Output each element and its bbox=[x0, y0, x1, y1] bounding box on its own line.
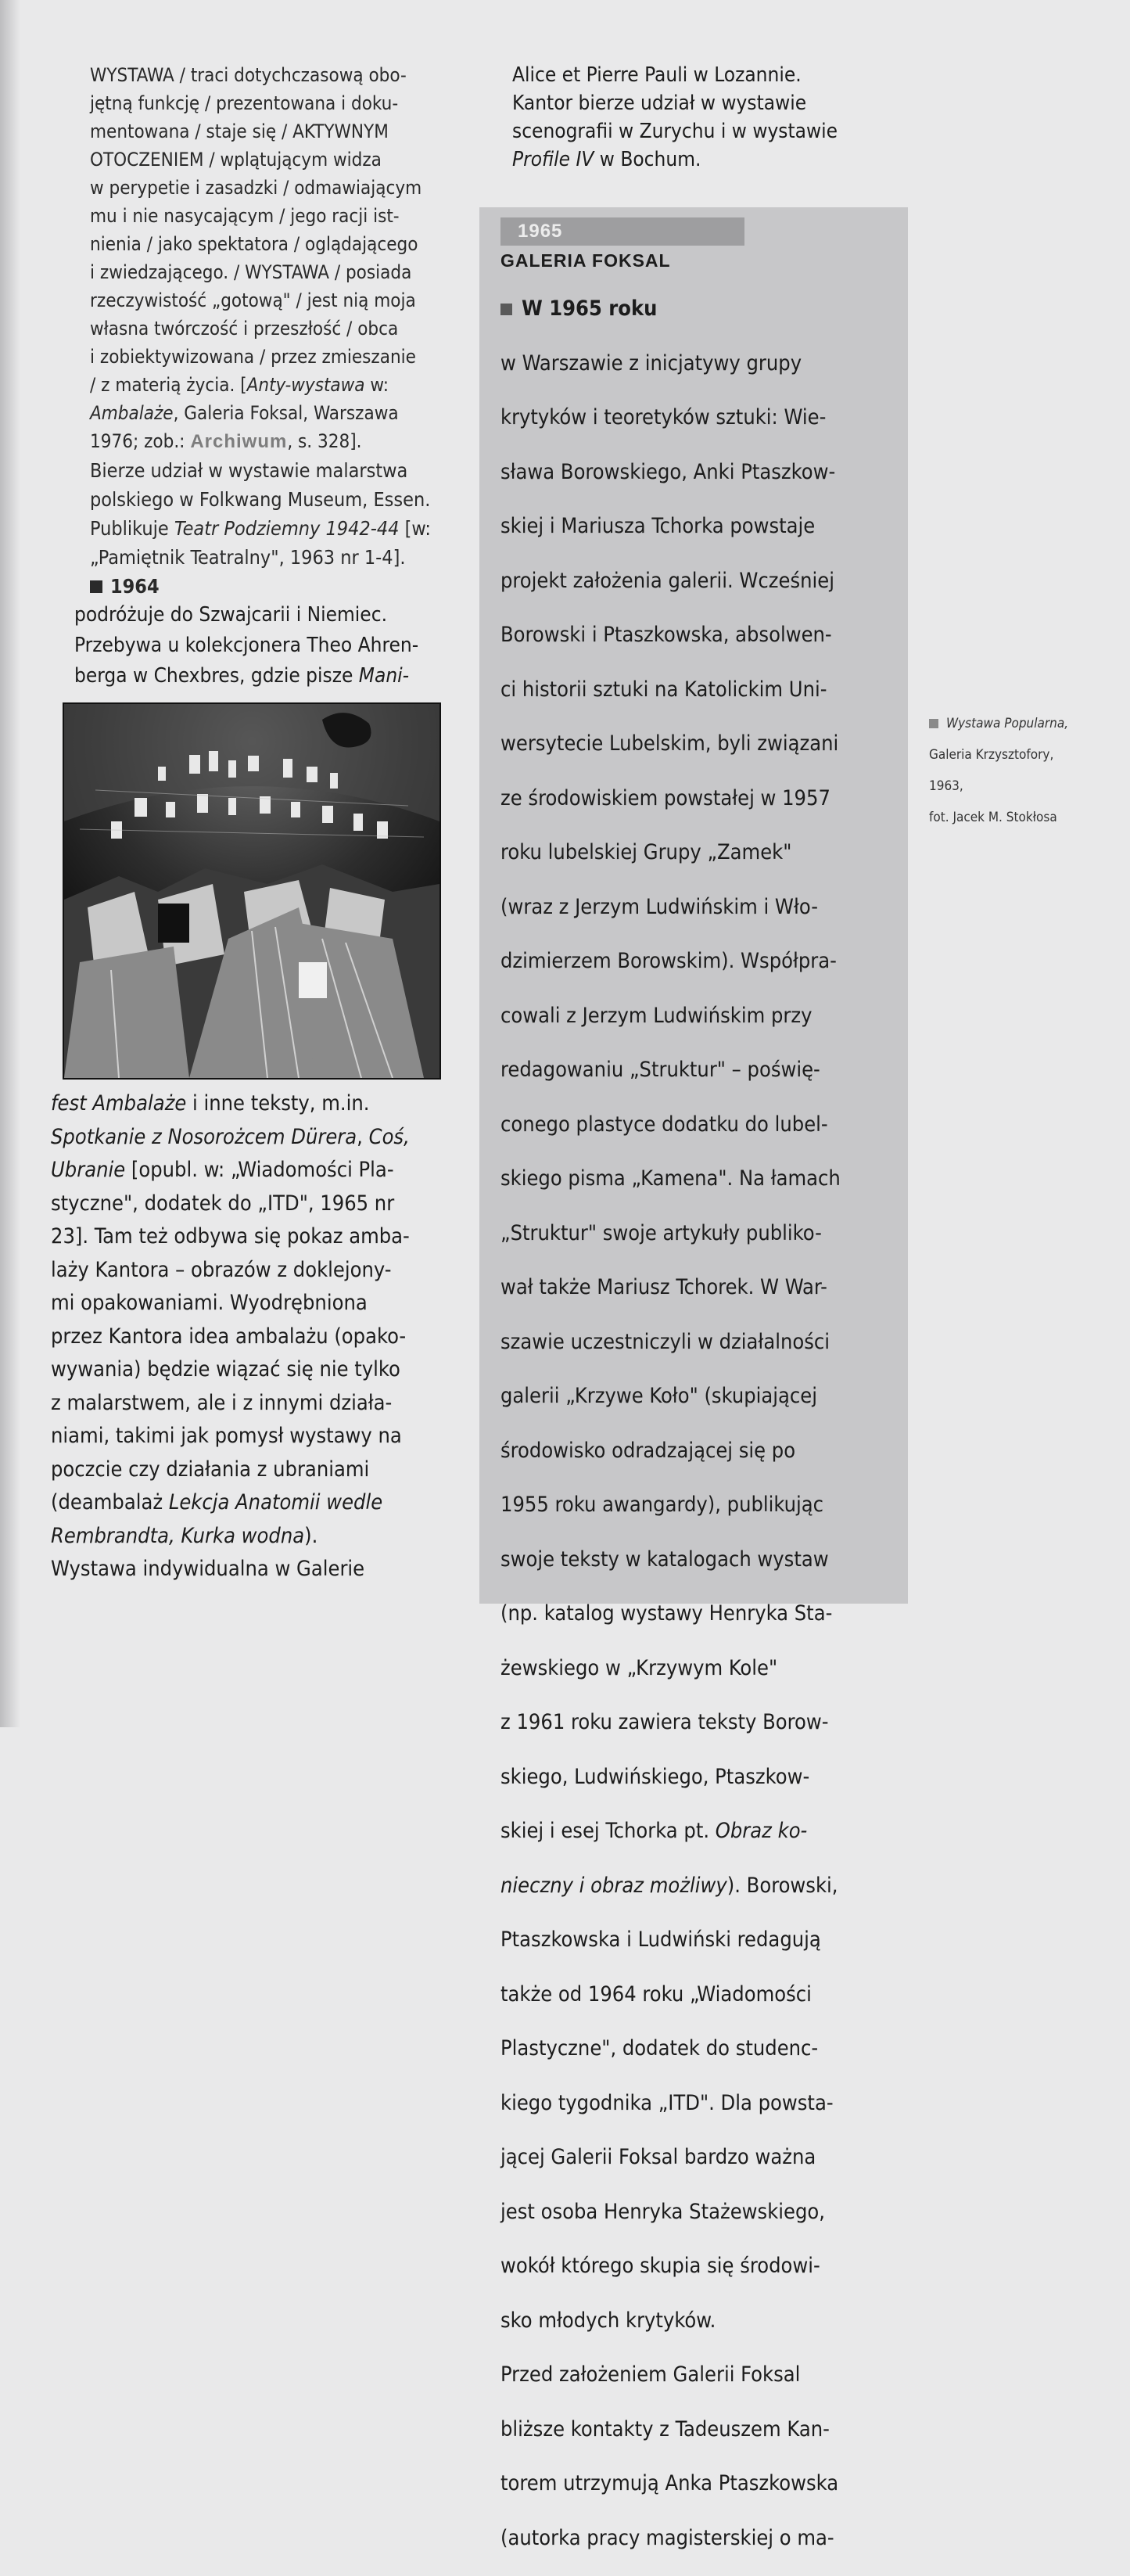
text-line: galerii „Krzywe Koło" (skupiającej bbox=[500, 1384, 817, 1408]
text-line: (deambalaż Lekcja Anatomii wedle bbox=[51, 1490, 383, 1514]
text-line: Ambalaże, Galeria Foksal, Warszawa bbox=[90, 402, 399, 424]
text-line: 1976; zob.: Archiwum, s. 328]. bbox=[90, 430, 362, 452]
sidebar-heading: GALERIA FOKSAL bbox=[500, 250, 671, 271]
text-line: mentowana / staje się / AKTYWNYM bbox=[90, 120, 389, 142]
text-line: środowisko odradzającej się po bbox=[500, 1438, 796, 1463]
text-line: podróżuje do Szwajcarii i Niemiec. bbox=[74, 603, 387, 627]
text-line: Plastyczne", dodatek do studenc- bbox=[500, 2036, 819, 2060]
text-line: rzeczywistość „gotową" / jest nią moja bbox=[90, 289, 416, 311]
text-line: ci historii sztuki na Katolickim Uni- bbox=[500, 677, 827, 702]
text-line: jętną funkcję / prezentowana i doku- bbox=[90, 92, 399, 114]
text-line: kiego tygodnika „ITD". Dla powsta- bbox=[500, 2090, 834, 2115]
text-line: także od 1964 roku „Wiadomości bbox=[500, 1981, 812, 2007]
text-line: conego plastyce dodatku do lubel- bbox=[500, 1112, 828, 1137]
caption-line: Galeria Krzysztofory, bbox=[929, 747, 1054, 763]
text-line: w Warszawie z inicjatywy grupy bbox=[500, 350, 802, 375]
text-line: z malarstwem, ale i z innymi działa- bbox=[51, 1390, 393, 1415]
caption-line: fot. Jacek M. Stokłosa bbox=[929, 810, 1057, 825]
sidebar-lines-continued bbox=[500, 1924, 891, 2555]
text-line: fest Ambalaże i inne teksty, m.in. bbox=[51, 1091, 370, 1116]
text-line: laży Kantora – obrazów z doklejony- bbox=[51, 1257, 392, 1282]
text-line: skiej i esej Tchorka pt. Obraz ko- bbox=[500, 1819, 808, 1843]
page-edge-shadow bbox=[0, 0, 20, 1727]
text-line: torem utrzymują Anka Ptaszkowska bbox=[500, 2471, 839, 2495]
galeria-foksal-sidebar-content bbox=[500, 217, 891, 2576]
text-line: własna twórczość i przeszłość / obca bbox=[90, 318, 399, 340]
text-line: krytyków i teoretyków sztuki: Wie- bbox=[500, 405, 827, 429]
text-line: skiej i Mariusza Tchorka powstaje bbox=[500, 514, 816, 538]
text-line: (autorka pracy magisterskiej o ma- bbox=[500, 2525, 834, 2550]
photo-caption bbox=[929, 708, 1109, 833]
archiwum-reference: Archiwum bbox=[190, 431, 288, 452]
text-line: Profile IV w Bochum. bbox=[512, 148, 701, 171]
text-line: 23]. Tam też odbywa się pokaz amba- bbox=[51, 1224, 410, 1248]
text-line: Kantor bierze udział w wystawie bbox=[512, 92, 807, 115]
text-line: dzimierzem Borowskim). Współpra- bbox=[500, 949, 837, 973]
text-line: Rembrandta, Kurka wodna). bbox=[51, 1523, 318, 1548]
text-line: nienia / jako spektatora / oglądającego bbox=[90, 233, 418, 255]
year-heading-1964: 1964 bbox=[90, 572, 457, 601]
text-line: poczcie czy działania z ubraniami bbox=[51, 1457, 370, 1482]
exhibition-photo-graphic bbox=[64, 704, 439, 1078]
text-line: przez Kantora idea ambalażu (opako- bbox=[51, 1324, 407, 1349]
text-line: OTOCZENIEM / wplątującym widza bbox=[90, 149, 382, 171]
text-line: i zwiedzającego. / WYSTAWA / posiada bbox=[90, 261, 412, 283]
text-line: wersytecie Lubelskim, byli związani bbox=[500, 731, 839, 756]
text-line: „Struktur" swoje artykuły publiko- bbox=[500, 1220, 822, 1245]
text-line: wokół którego skupia się środowi- bbox=[500, 2254, 820, 2278]
text-line: i zobiektywizowana / przez zmieszanie bbox=[90, 346, 416, 368]
text-line: roku lubelskiej Grupy „Zamek" bbox=[500, 840, 792, 864]
text-line: WYSTAWA / traci dotychczasową obo- bbox=[90, 64, 407, 86]
sidebar-body bbox=[500, 293, 891, 2555]
text-line: jest osoba Henryka Stażewskiego, bbox=[500, 2199, 825, 2224]
text-line: mi opakowaniami. Wyodrębniona bbox=[51, 1291, 368, 1315]
left-column-top-text bbox=[90, 61, 457, 601]
text-line: żewskiego w „Krzywym Kole" bbox=[500, 1655, 778, 1680]
text-line: „Pamiętnik Teatralny", 1963 nr 1-4]. bbox=[90, 546, 406, 569]
left-column-bottom-text bbox=[51, 1087, 438, 1586]
text-line: ze środowiskiem powstałej w 1957 bbox=[500, 785, 830, 810]
text-line: Ubranie [opubl. w: „Wiadomości Pla- bbox=[51, 1158, 394, 1182]
text-line: Przed założeniem Galerii Foksal bbox=[500, 2362, 801, 2387]
text-line: wał także Mariusz Tchorek. W War- bbox=[500, 1275, 827, 1299]
text-line: bliższe kontakty z Tadeuszem Kan- bbox=[500, 2416, 830, 2441]
text-line: (np. katalog wystawy Henryka Sta- bbox=[500, 1601, 833, 1626]
text-line: Ptaszkowska i Ludwiński redagują bbox=[500, 1928, 821, 1952]
text-line: styczne", dodatek do „ITD", 1965 nr bbox=[51, 1191, 395, 1216]
text-line: redagowaniu „Struktur" – poświę- bbox=[500, 1058, 820, 1082]
text-line: skiego, Ludwińskiego, Ptaszkow- bbox=[500, 1764, 810, 1789]
text-line: Spotkanie z Nosorożcem Dürera, Coś, bbox=[51, 1124, 410, 1149]
text-line: z 1961 roku zawiera teksty Borow- bbox=[500, 1710, 829, 1734]
text-line: sko młodych krytyków. bbox=[500, 2308, 716, 2333]
year-badge: 1965 bbox=[500, 217, 744, 246]
text-line: wywania) będzie wiązać się nie tylko bbox=[51, 1357, 400, 1381]
text-line: 1955 roku awangardy), publikując bbox=[500, 1493, 824, 1517]
text-line: Wystawa indywidualna w Galerie bbox=[51, 1557, 365, 1581]
text-line: mu i nie nasycającym / jego racji ist- bbox=[90, 205, 400, 227]
text-line: szawie uczestniczyli w działalności bbox=[500, 1329, 830, 1354]
text-line: Borowski i Ptaszkowska, absolwen- bbox=[500, 623, 832, 647]
caption-title-line: Wystawa Popularna, bbox=[929, 708, 1109, 739]
right-column-top-text bbox=[512, 61, 880, 174]
text-line: / z materią życia. [Anty-wystawa w: bbox=[90, 374, 389, 396]
text-line: nieczny i obraz możliwy). Borowski, bbox=[500, 1873, 838, 1898]
text-line: swoje teksty w katalogach wystaw bbox=[500, 1547, 829, 1572]
year-label: W 1965 roku bbox=[500, 293, 891, 326]
text-line: jącej Galerii Foksal bardzo ważna bbox=[500, 2145, 816, 2169]
text-line: Przebywa u kolekcjonera Theo Ahren- bbox=[74, 634, 419, 657]
text-line: Alice et Pierre Pauli w Lozannie. bbox=[512, 63, 802, 87]
square-bullet-icon bbox=[90, 580, 102, 593]
text-line: Bierze udział w wystawie malarstwa bbox=[90, 459, 408, 482]
text-line: polskiego w Folkwang Museum, Essen. bbox=[90, 488, 431, 511]
text-line: niami, takimi jak pomysł wystawy na bbox=[51, 1424, 402, 1448]
sidebar-lines bbox=[500, 347, 891, 1795]
text-line: w perypetie i zasadzki / odmawiającym bbox=[90, 177, 422, 199]
text-line: sława Borowskiego, Anki Ptaszkow- bbox=[500, 459, 836, 484]
caption-line: 1963, bbox=[929, 778, 963, 794]
text-line: scenografii w Zurychu i w wystawie bbox=[512, 120, 838, 143]
text-line: (wraz z Jerzym Ludwińskim i Wło- bbox=[500, 894, 818, 919]
text-line: skiego pisma „Kamena". Na łamach bbox=[500, 1166, 841, 1191]
text-line: Publikuje Teatr Podziemny 1942-44 [w: bbox=[90, 517, 431, 540]
text-line: berga w Chexbres, gdzie pisze Mani- bbox=[74, 664, 410, 688]
square-bullet-icon bbox=[500, 304, 512, 315]
left-column-middle-text bbox=[74, 600, 450, 692]
text-line: projekt założenia galerii. Wcześniej bbox=[500, 568, 834, 593]
exhibition-photo bbox=[63, 702, 441, 1080]
text-line: cowali z Jerzym Ludwińskim przy bbox=[500, 1003, 813, 1028]
square-bullet-icon bbox=[929, 719, 938, 728]
